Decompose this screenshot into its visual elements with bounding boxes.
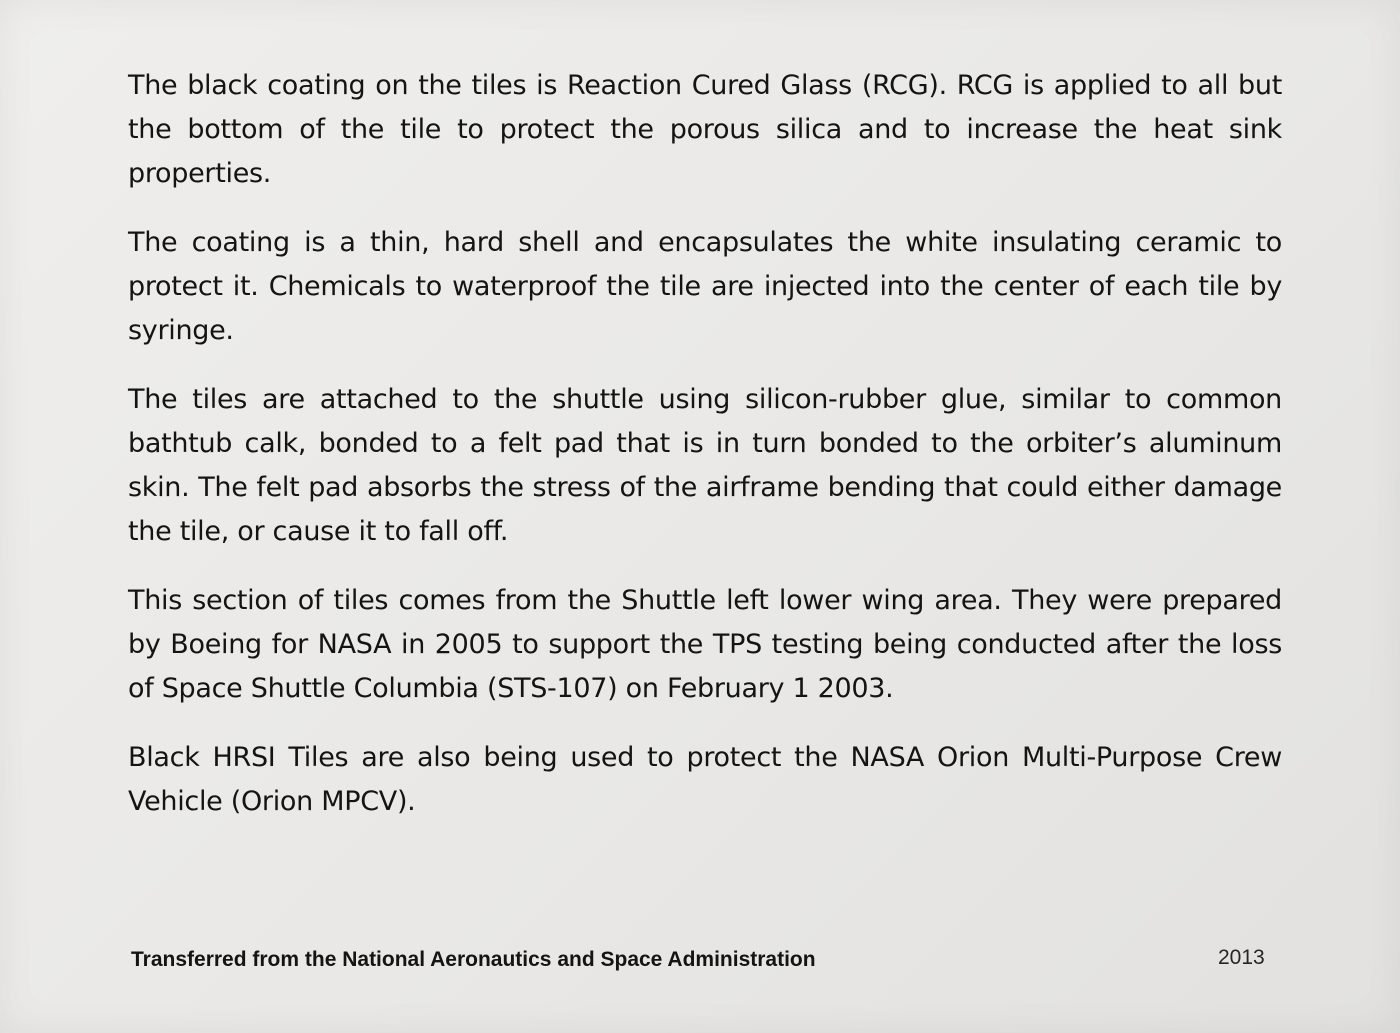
paragraph-attachment: The tiles are attached to the shuttle using silicon-rubber glue, similar to common bathtub calk, bonded to a felt pad that is in turn bonded to the orbiter’s aluminum skin. The felt pad absorbs the stress of the airframe bending that could either damage the tile, or cause it to fall off.	[128, 384, 1282, 547]
paragraph-rcg-coating: The black coating on the tiles is Reaction Cured Glass (RCG). RCG is applied to all but the bottom of the tile to protect the porous silica and to increase the heat sink properties.	[128, 70, 1282, 189]
transfer-year: 2013	[1218, 946, 1265, 969]
paragraph-hard-shell: The coating is a thin, hard shell and encapsulates the white insulating ceramic to protect it. Chemicals to waterproof the tile are injected into the center of each tile by syringe.	[128, 227, 1282, 346]
paragraph-orion-usage: Black HRSI Tiles are also being used to protect the NASA Orion Multi-Purpose Crew Vehicle (Orion MPCV).	[128, 742, 1282, 817]
transfer-credit: Transferred from the National Aeronautics and Space Administration	[131, 948, 816, 971]
paragraph-tile-origin: This section of tiles comes from the Shuttle left lower wing area. They were prepared by Boeing for NASA in 2005 to support the TPS testing being conducted after the loss of Space Shuttle Columbia (STS-107) on February 1 2003.	[128, 585, 1282, 704]
label-body	[128, 64, 1282, 849]
